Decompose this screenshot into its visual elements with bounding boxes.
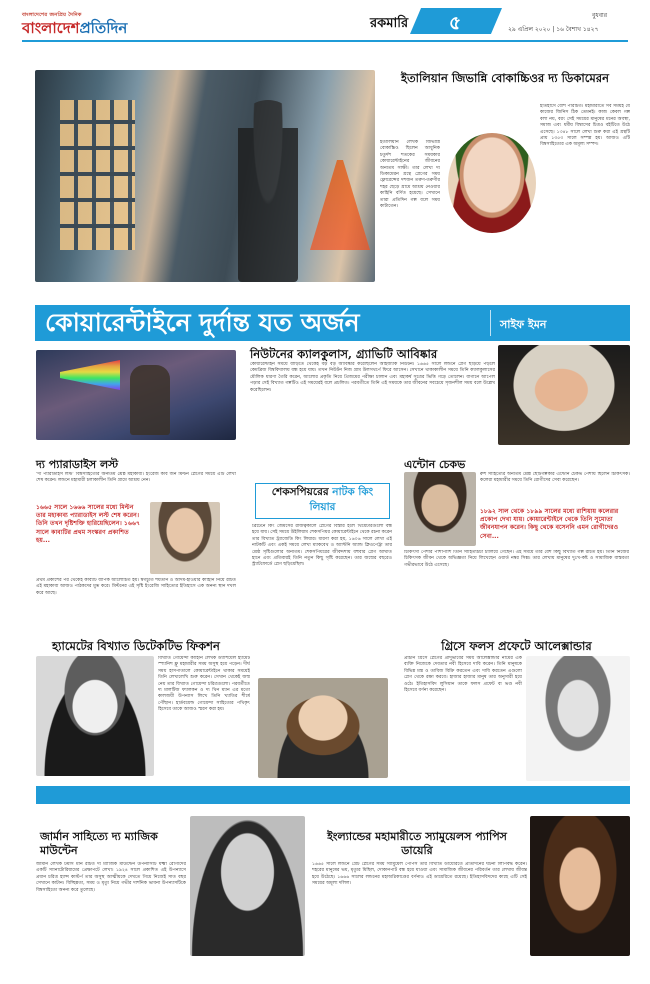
thomas-mann-portrait [190, 816, 305, 956]
boccaccio-headline: ইতালিয়ান জিভান্নি বোকাচ্চিওর দ্য ডিকামেরন [401, 71, 609, 85]
hero-window-frame [60, 100, 135, 250]
issue-day: বুধবার [592, 12, 608, 19]
boccaccio-portrait [448, 133, 536, 233]
feature-byline: সাইফ ইমন [500, 318, 547, 331]
paradise-lost-body: প্রথম প্রকাশের পর থেকেই কাব্যটি ব্যাপক আলোচিত হয়। স্বর্গচ্যুত শয়তান ও আদম-হাওয়ার কাহিনি নিয়ে রচিত এই মহাকাব্য আজও পাঠকদের মুগ্ধ করে। মিল্টনের এই সৃষ্টি ইংরেজি সাহিত্যের ইতিহাসে এক অনন্য স্থান দখল করে আছে। [36, 578, 236, 596]
chekhov-intro: রুশ সাহিত্যের অন্যতম শ্রেষ্ঠ ছোটগল্পকার এন্টোন চেকভ পেশায় ছিলেন চিকিৎসক। কলেরা মহামারীর সময়ে তিনি রোগীদের সেবা করেছেন। [480, 472, 630, 484]
chekhov-body: চিকিৎসা পেশার পাশাপাশি তিনি সাহিত্যচর্চা চালিয়ে গেছেন। এই সময়ে তার বেশ কিছু বিখ্যাত গল্প রচিত হয়। তিনি নিজের চিকিৎসক জীবন থেকে অভিজ্ঞতা নিয়ে লিখেছেন ওয়ার্ড নম্বর সিক্স। তার লেখায় মানুষের দুঃখ-কষ্ট ও সামাজিক বাস্তবতা গভীরভাবে উঠে এসেছে। [404, 550, 629, 568]
logo-tagline: বাংলাদেশের জনপ্রিয় দৈনিক [22, 12, 82, 18]
shakespeare-portrait [258, 678, 388, 778]
logo-blue-text: প্রতিদিন [79, 19, 128, 37]
alexander-headline: গ্রিসে ফলস প্রফেটে আলেক্সান্ডার [441, 639, 592, 653]
pepys-portrait [530, 816, 630, 956]
milton-portrait [150, 502, 220, 574]
newton-figure [130, 365, 170, 435]
section-divider-band [36, 786, 630, 804]
newspaper-logo[interactable] [22, 12, 172, 36]
newton-headline: নিউটনের ক্যালকুলাস, গ্র্যাভিটি আবিষ্কার [250, 347, 438, 361]
magic-mountain-headline: জার্মান সাহিত্যে দ্য ম্যাজিক মাউন্টেন [40, 830, 158, 857]
section-label: রকমারি [370, 16, 409, 31]
shakespeare-headline [259, 485, 386, 515]
paradise-lost-headline: দ্য প্যারাডাইস লস্ট [36, 458, 119, 471]
chekhov-headline: এন্টোন চেকভ [404, 458, 466, 471]
shakespeare-title-main: শেকসপিয়রের [271, 486, 329, 498]
shakespeare-body: ব্রিটেনে কিং জেমসের রাজত্বকালে প্লেগের বিস্তার হলে থিয়েটারগুলো বন্ধ হয়ে যায়। সেই সময়ে উইলিয়াম শেকসপিয়র কোয়ারেন্টাইনে থেকে রচনা করেন তার বিখ্যাত ট্র্যাজেডি কিং লিয়ার। ধারণা করা হয়, ১৬০৬ সালে লেখা এই নাটকটি এবং একই সময়ে লেখা ম্যাকবেথ ও অ্যান্টনি অ্যান্ড ক্লিওপেট্রা তার শ্রেষ্ঠ সৃষ্টিগুলোর অন্যতম। শেকসপিয়রের জীবদ্দশায় বহুবার প্লেগ আঘাত হানে এবং প্রতিবারই তিনি নতুন কিছু সৃষ্টি করেছেন। তার জন্মের বছরেও স্ট্র্যাটফোর্ডে প্লেগ ছড়িয়েছিল। [252, 524, 392, 568]
hammett-headline: হ্যামেটের বিখ্যাত ডিটেকটিভ ফিকশন [52, 639, 220, 653]
hammett-portrait [36, 656, 154, 776]
masthead-rule [22, 40, 628, 42]
hammett-body: বিখ্যাত গোয়েন্দা কাহিনি লেখক ড্যাশিয়েল হ্যামেট স্প্যানিশ ফ্লু মহামারীর সময় অসুস্থ হয়ে পড়েন। দীর্ঘ সময় হাসপাতালে কোয়ারেন্টাইনে থাকার সময়েই তিনি লেখালেখি শুরু করেন। সেখান থেকেই জন্ম নেয় তার বিখ্যাত গোয়েন্দা চরিত্রগুলো। পরবর্তীতে দ্য মালটিজ ফ্যালকন ও দ্য থিন ম্যান এর মতো কালজয়ী উপন্যাস লিখে তিনি খ্যাতির শীর্ষে পৌঁছান। হার্ডবয়েল্ড গোয়েন্দা সাহিত্যের পথিকৃৎ হিসেবে তাকে আজও স্মরণ করা হয়। [158, 656, 250, 713]
pepys-headline: ইংল্যান্ডের মহামারীতে স্যামুয়েলস প্যাপিস ডায়েরি [327, 830, 507, 857]
hero-woman-silhouette [238, 100, 298, 282]
paradise-lost-highlight: ১৬৬৫ সালে ১৬৬৬ সালের মধ্যে মিল্টন তার মহাকাব্য প্যারাডাইস লস্ট শেষ করেন। তিনি তখন দৃষ্টিশক্তি হারিয়েছিলেন। ১৬৬৭ সালে কাব্যটির প্রথম সংস্করণ প্রকাশিত হয়... [36, 504, 141, 544]
pepys-body: ১৬৬৫ সালে লন্ডনে গ্রেট প্লেগের সময় স্যামুয়েল পেপিস তার বিখ্যাত ডায়েরিতে প্রতিদিনের ঘটনা লিপিবদ্ধ করেন। শহরের মানুষের ভয়, মৃত্যুর মিছিল, দোকানপাট বন্ধ হয়ে যাওয়া এবং সামাজিক জীবনের পরিবর্তন তার লেখায় জীবন্ত হয়ে উঠেছে। ১৬৬৬ সালের লন্ডনের মহাঅগ্নিকাণ্ডের বর্ণনাও এই ডায়েরিতে রয়েছে। ইতিহাসবিদদের কাছে এটি সেই সময়ের অমূল্য দলিল। [312, 862, 527, 887]
logo-wordmark [22, 20, 172, 36]
chekhov-portrait [404, 472, 476, 546]
issue-date: ২৯ এপ্রিল ২০২০ | ১৬ বৈশাখ ১৪২৭ [508, 26, 599, 33]
banner-divider [490, 310, 491, 336]
feature-headline: কোয়ারেন্টাইনে দুর্দান্ত যত অর্জন [45, 308, 360, 337]
boccaccio-body-right: ইতিহাসে বেশি পরিচিত। মহামারীতে সব সময়ই যে কাজের জিনিস ঠিক তেমনই। কাজ কেবল গল্প বলা নয়, বরং সেই সময়ের মানুষের মনের অবস্থা, সমাজ এবং ধর্মীয় বিশ্বাসের চিত্রও বইটিতে উঠে এসেছে। ১৩৪৮ সালে লেখা শুরু করা এই গ্রন্থটি প্রায় ১৩৫৩ সালে সম্পন্ন হয়। আজও এটি বিশ্বসাহিত্যের এক অমূল্য সম্পদ। [540, 104, 630, 148]
page-number: ৫ [448, 12, 462, 34]
paradise-lost-intro: ‘দ্য প্যারাডাইস লস্ট’ বিশ্বসাহিত্যের অন্যতম শ্রেষ্ঠ মহাকাব্য। ইংরেজ কবি জন মিল্টন প্লেগের সময়ে এটি লেখা শেষ করেন। লন্ডনে মহামারী চলাকালীন তিনি গ্রামে আশ্রয় নেন। [36, 472, 236, 484]
shakespeare-title-accent: নাটক কিং লিয়ার [309, 486, 374, 513]
alexander-bust [526, 656, 630, 781]
alexander-body: প্রাচীন গ্রিসে প্লেগের প্রাদুর্ভাবের সময় আলেক্সান্ডার নামের এক ব্যক্তি নিজেকে দেবতার নবী হিসেবে দাবি করেন। তিনি মানুষকে বিভিন্ন মন্ত্র ও তাবিজ বিক্রি করতেন এবং দাবি করতেন এগুলো প্লেগ থেকে রক্ষা করবে। হাজার হাজার মানুষ তার অনুসারী হয়ে ওঠে। ইতিহাসবিদ লুসিয়ান তাকে ফলস প্রফেট বা ভণ্ড নবী হিসেবে বর্ণনা করেছেন। [404, 656, 522, 694]
boccaccio-body-left: ইতালিয়ান লেখক জিভান্নি বোকাচ্চিও ছিলেন আধুনিক চতুর্দশ শতকের সময়কার কোয়ারেন্টাইনের জীবনের অন্যতম সাক্ষী। তার লেখা দ্য ডিকামেরন গ্রন্থে প্লেগের সময় ফ্লোরেন্সের দশজন তরুণ-তরুণীর শহর ছেড়ে গ্রামে আশ্রয় নেওয়ার কাহিনি বর্ণিত হয়েছে। সেখানে তারা প্রতিদিন গল্প বলে সময় কাটাতেন। [380, 140, 440, 210]
magic-mountain-body: জার্মান লেখক টমাস মান রচিত দ্য ম্যাজিক মাউন্টেন উপন্যাসটি যক্ষ্মা রোগীদের একটি স্যানাটোরিয়ামের প্রেক্ষাপটে লেখা। ১৯২৪ সালে প্রকাশিত এই উপন্যাসে প্রধান চরিত্র হ্যান্স কাস্টর্প তার অসুস্থ আত্মীয়কে দেখতে গিয়ে নিজেই সাত বছর সেখানে কাটান। বিচ্ছিন্নতা, সময় ও মৃত্যু নিয়ে গভীর দার্শনিক ভাবনা উপন্যাসটিকে বিশ্বসাহিত্যে অনন্য করে তুলেছে। [36, 862, 186, 893]
chekhov-highlight: ১৮৯২ সাল থেকে ১৮৯৯ সালের মধ্যে রাশিয়ায় কলেরার প্রকোপ দেখা যায়। কোয়ারেন্টাইনে থেকে তিনি সুমোতা জীবনযাপন করেন। কিছু থেকে বসেননি এমন রোগীদেরও সেবা... [480, 508, 619, 540]
logo-red-text: বাংলাদেশ [22, 19, 80, 37]
newton-portrait [498, 345, 630, 445]
newton-body: কোয়ারেন্টাইন সময়ে বাড়িতে থেকেই বড় বড় আবিষ্কার করেছিলেন আইজ্যাক নিউটন। ১৬৬৫ সালে লন্ডনে প্লেগ ছড়িয়ে পড়লে কেমব্রিজ বিশ্ববিদ্যালয় বন্ধ হয়ে যায়। তখন নিউটন নিজ গ্রাম উলসথর্পে ফিরে আসেন। সেখানে থাকাকালীন সময়ে তিনি ক্যালকুলাসের মৌলিক ধারণা তৈরি করেন, আলোর প্রকৃতি নিয়ে প্রিজমের পরীক্ষা চালান এবং মহাকর্ষ সূত্রের ভিত্তি গড়ে তোলেন। বাগানে আপেল পড়ার সেই বিখ্যাত গল্পটিও এই সময়েরই বলে প্রচলিত। পরবর্তীতে তিনি এই সময়কে তার জীবনের সবচেয়ে সৃজনশীল সময় বলে উল্লেখ করেছিলেন। [250, 362, 495, 393]
